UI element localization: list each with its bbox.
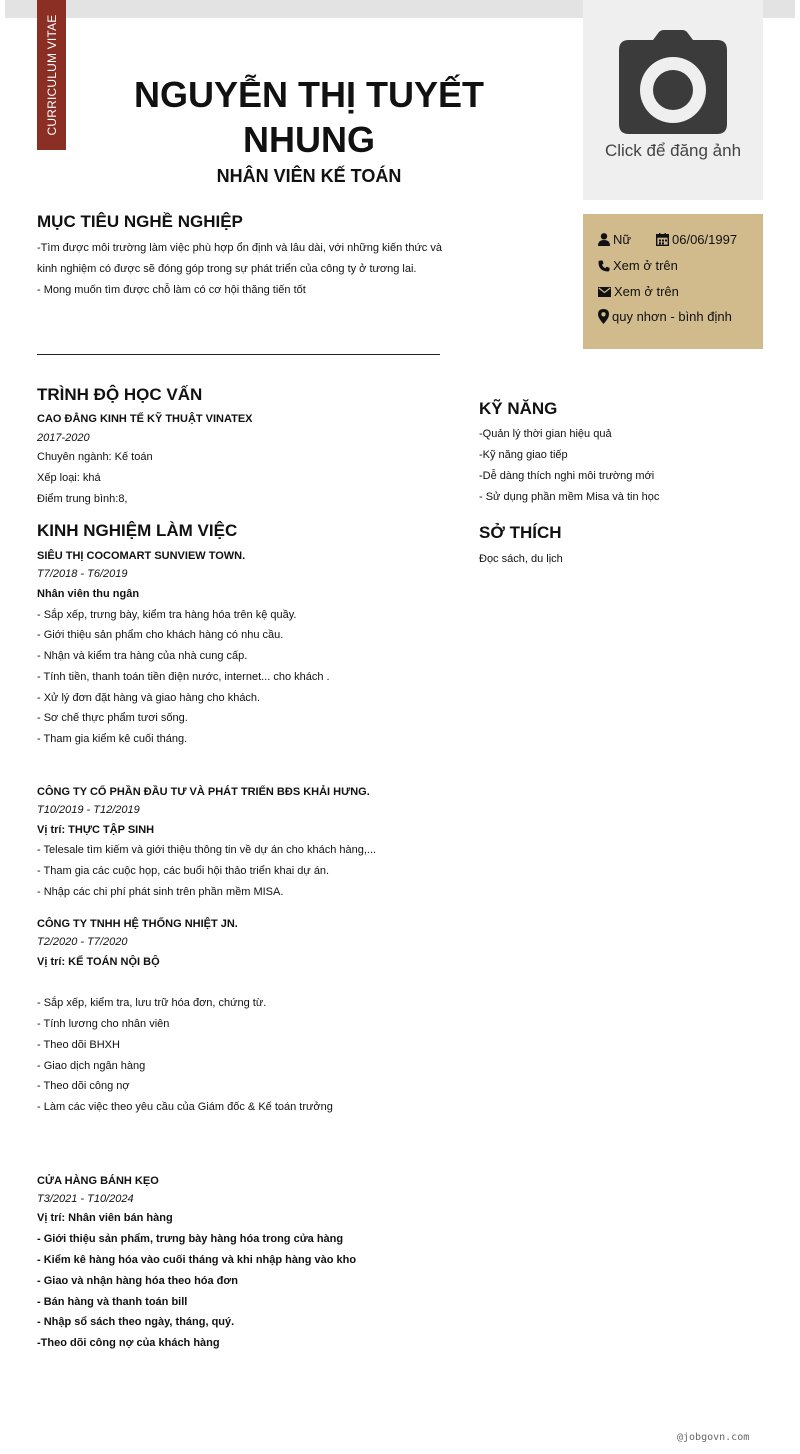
watermark: @jobgovn.com (677, 1432, 750, 1443)
email-row (598, 284, 679, 299)
education-period: 2017-2020 (37, 432, 90, 444)
skill-item: -Quản lý thời gian hiệu quả (479, 428, 612, 440)
hobbies-text: Đọc sách, du lịch (479, 553, 563, 565)
job-duty: - Kiểm kê hàng hóa vào cuối tháng và khi nhập hàng vào kho (37, 1254, 357, 1266)
personal-info-box (583, 214, 763, 349)
job-duty: - Nhập các chi phí phát sinh trên phần mềm MISA. (37, 886, 284, 898)
job-company: SIÊU THỊ COCOMART SUNVIEW TOWN. (37, 550, 246, 562)
photo-upload[interactable] (583, 0, 763, 200)
job-duty: - Theo dõi BHXH (37, 1039, 120, 1051)
phone-value: Xem ở trên (613, 258, 678, 273)
job-role: Vị trí: THỰC TẬP SINH (37, 824, 155, 836)
job-period: T7/2018 - T6/2019 (37, 568, 128, 580)
section-divider (37, 354, 440, 355)
dob-row (656, 232, 737, 247)
job-duty: - Giới thiệu sản phẩm, trưng bày hàng hóa trong cửa hàng (37, 1233, 344, 1245)
job-period: T10/2019 - T12/2019 (37, 804, 140, 816)
objective-line: - Mong muốn tìm được chỗ làm có cơ hội thăng tiến tốt (37, 284, 306, 296)
skill-item: -Kỹ năng giao tiếp (479, 449, 568, 461)
phone-icon (598, 260, 610, 272)
candidate-position: NHÂN VIÊN KẾ TOÁN (216, 166, 402, 186)
job-company: CÔNG TY TNHH HỆ THỐNG NHIỆT JN. (37, 918, 238, 930)
cv-tag (37, 0, 66, 150)
education-rank: Xếp loại: khá (37, 472, 101, 484)
job-duty: - Sắp xếp, kiểm tra, lưu trữ hóa đơn, chứng từ. (37, 997, 267, 1009)
candidate-name: NGUYỄN THỊ TUYẾT NHUNG (133, 74, 484, 160)
person-icon (598, 233, 610, 246)
job-duty: - Sắp xếp, trưng bày, kiểm tra hàng hóa trên kệ quầy. (37, 609, 297, 621)
calendar-icon (656, 233, 669, 246)
job-duty: - Tham gia các cuộc họp, các buổi hội thảo triển khai dự án. (37, 865, 330, 877)
address-row (598, 309, 732, 324)
job-company: CÔNG TY CỔ PHẦN ĐẦU TƯ VÀ PHÁT TRIỂN BĐS KHẢI HƯNG. (37, 786, 370, 798)
phone-row (598, 258, 678, 273)
job-duty: - Giao và nhận hàng hóa theo hóa đơn (37, 1275, 238, 1287)
gender-value: Nữ (613, 232, 632, 247)
experience-heading: KINH NGHIỆM LÀM VIỆC (37, 521, 238, 540)
job-duty: - Nhận và kiểm tra hàng của nhà cung cấp. (37, 650, 248, 662)
hobbies-heading: SỞ THÍCH (479, 523, 562, 542)
camera-icon (619, 30, 727, 134)
job-duty: - Giới thiệu sản phẩm cho khách hàng có nhu cầu. (37, 629, 284, 641)
skill-item: - Sử dụng phần mềm Misa và tin học (479, 491, 660, 503)
objective-heading: MỤC TIÊU NGHỀ NGHIỆP (37, 212, 243, 231)
job-period: T2/2020 - T7/2020 (37, 936, 128, 948)
address-value: quy nhơn - bình định (612, 309, 732, 324)
photo-caption: Click để đăng ảnh (604, 141, 742, 160)
job-duty: - Telesale tìm kiếm và giới thiệu thông tin về dự án cho khách hàng,... (37, 844, 377, 856)
objective-line: -Tìm được môi trường làm việc phù hợp ổn định và lâu dài, với những kiến thức và (37, 242, 442, 254)
gender-row (598, 232, 631, 247)
job-duty: - Sơ chế thực phẩm tươi sống. (37, 712, 188, 724)
skill-item: -Dễ dàng thích nghi môi trường mới (479, 470, 655, 482)
location-pin-icon (598, 309, 609, 324)
objective-line: kinh nghiệm có được sẽ đóng góp trong sự phát triển của công ty ở tương lai. (37, 263, 417, 275)
cv-tag-text: CURRICULUM VITAE (44, 14, 59, 136)
job-duty: - Tham gia kiểm kê cuối tháng. (37, 733, 188, 745)
dob-value: 06/06/1997 (672, 232, 738, 247)
job-duty: - Làm các việc theo yêu cầu của Giám đốc & Kế toán trưởng (37, 1101, 333, 1113)
job-duty: - Tính tiền, thanh toán tiền điện nước, internet... cho khách . (37, 671, 330, 683)
job-role: Nhân viên thu ngân (37, 588, 140, 600)
skills-heading: KỸ NĂNG (479, 399, 558, 418)
job-duty: - Bán hàng và thanh toán bill (37, 1296, 188, 1308)
job-company: CỬA HÀNG BÁNH KẸO (37, 1175, 159, 1187)
job-role: Vị trí: KẾ TOÁN NỘI BỘ (37, 956, 160, 968)
education-major: Chuyên ngành: Kế toán (37, 451, 153, 463)
job-role: Vị trí: Nhân viên bán hàng (37, 1212, 173, 1224)
job-duty: - Tính lương cho nhân viên (37, 1018, 170, 1030)
job-duty: - Theo dõi công nợ (37, 1080, 130, 1092)
education-gpa: Điểm trung bình:8, (37, 493, 128, 505)
email-value: Xem ở trên (614, 284, 679, 299)
education-heading: TRÌNH ĐỘ HỌC VẤN (37, 385, 203, 404)
job-duty: - Nhập sổ sách theo ngày, tháng, quý. (37, 1316, 235, 1328)
job-period: T3/2021 - T10/2024 (37, 1193, 134, 1205)
mail-icon (598, 287, 611, 297)
school-name: CAO ĐẲNG KINH TẾ KỸ THUẬT VINATEX (37, 413, 253, 425)
job-duty: - Xử lý đơn đặt hàng và giao hàng cho khách. (37, 692, 261, 704)
job-duty: -Theo dõi công nợ của khách hàng (37, 1337, 220, 1349)
job-duty: - Giao dịch ngân hàng (37, 1060, 146, 1072)
